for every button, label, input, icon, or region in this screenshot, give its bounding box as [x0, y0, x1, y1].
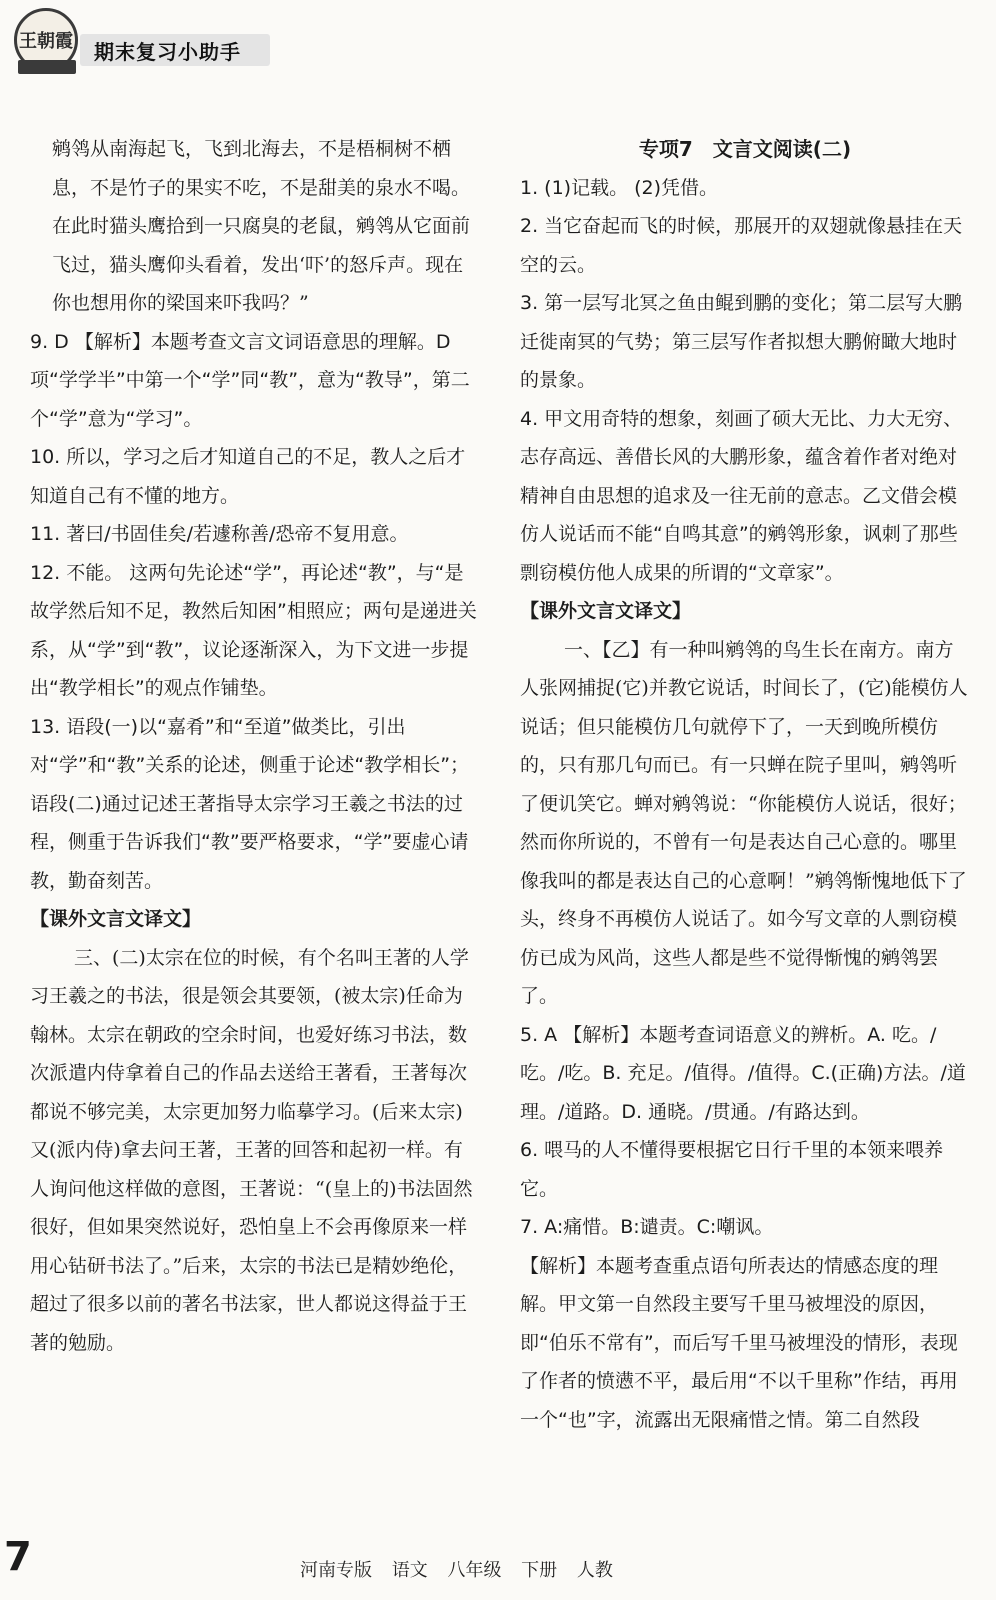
footer-edition: 河南专版 语文 八年级 下册 人教 — [300, 1560, 613, 1581]
right-paragraph: 1. (1)记载。 (2)凭借。 — [520, 176, 719, 199]
right-paragraph: 【解析】本题考查重点语句所表达的情感态度的理解。甲文第一自然段主要写千里马被埋没的原因，即“伯乐不常有”，而后写千里马被埋没的情形，表现了作者的愤懑不平，最后用“不以千里称”作结，再用一个“也”字，流露出无限痛惜之情。第二自然段 — [520, 1254, 958, 1431]
logo-ribbon — [18, 60, 76, 74]
header-title: 期末复习小助手 — [94, 40, 241, 64]
right-paragraph: 4. 甲文用奇特的想象，刻画了硕大无比、力大无穷、志存高远、善借长风的大鹏形象，蕴含着作者对绝对精神自由思想的追求及一往无前的意志。乙文借会模仿人说话而不能“自鸣其意”的鹓鸰形象，讽刺了那些剽窃模仿他人成果的所谓的“文章家”。 — [520, 407, 963, 584]
right-paragraph: 2. 当它奋起而飞的时候，那展开的双翅就像悬挂在天空的云。 — [520, 215, 963, 276]
right-paragraph: 7. A:痛惜。B:谴责。C:嘲讽。 — [520, 1216, 774, 1238]
right-column-body — [520, 169, 970, 1440]
left-paragraph: 鹓鸰从南海起飞，飞到北海去，不是梧桐树不栖息，不是竹子的果实不吃，不是甜美的泉水不喝。在此时猫头鹰拾到一只腐臭的老鼠，鹓鸰从它面前飞过，猫头鹰仰头看着，发出‘吓’的怒斥声。现在你也想用你的梁国来吓我吗？” — [52, 138, 471, 314]
left-paragraph: 12. 不能。 这两句先论述“学”，再论述“教”，与“是故学然后知不足，教然后知困”相照应；两句是递进关系，从“学”到“教”，议论逐渐深入，为下文进一步提出“教学相长”的观点作铺垫。 — [30, 561, 477, 699]
left-paragraph: 11. 著曰/书固佳矣/若遽称善/恐帝不复用意。 — [30, 523, 409, 545]
logo-text: 王朝霞 — [19, 31, 73, 52]
right-paragraph: 3. 第一层写北冥之鱼由鲲到鹏的变化；第二层写大鹏迁徙南冥的气势；第三层写作者拟想大鹏俯瞰大地时的景象。 — [520, 292, 963, 391]
page-header — [0, 0, 996, 90]
right-paragraph: 一、【乙】有一种叫鹓鸰的鸟生长在南方。南方人张网捕捉(它)并教它说话，时间长了，(它)能模仿人说话；但只能模仿几句就停下了，一天到晚所模仿的，只有那几句而已。有一只蝉在院子里叫，鹓鸰听了便讥笑它。蝉对鹓鸰说：“你能模仿人说话，很好；然而你所说的，不曾有一句是表达自己心意的。哪里像我叫的都是表达自己的心意啊！”鹓鸰惭愧地低下了头，终身不再模仿人说话了。如今写文章的人剽窃模仿已成为风尚，这些人都是些不觉得惭愧的鹓鸰罢了。 — [520, 638, 968, 1007]
right-paragraph: 5. A 【解析】本题考查词语意义的辨析。A. 吃。/吃。/吃。B. 充足。/值得。/值得。C.(正确)方法。/道理。/道路。D. 通晓。/贯通。/有路达到。 — [520, 1023, 966, 1123]
left-paragraph: 三、(二)太宗在位的时候，有个名叫王著的人学习王羲之的书法，很是领会其要领，(被太宗)任命为翰林。太宗在朝政的空余时间，也爱好练习书法，数次派遣内侍拿着自己的作品去送给王著看，王著每次都说不够完美，太宗更加努力临摹学习。(后来太宗)又(派内侍)拿去问王著，王著的回答和起初一样。有人询问他这样做的意图，王著说：“(皇上的)书法固然很好，但如果突然说好，恐怕皇上不会再像原来一样用心钻研书法了。”后来，太宗的书法已是精妙绝伦，超过了很多以前的著名书法家，世人都说这得益于王著的勉励。 — [30, 946, 473, 1354]
left-paragraph: 10. 所以，学习之后才知道自己的不足，教人之后才知道自己有不懂的地方。 — [30, 446, 466, 507]
section-title: 专项7 文言文阅读(二) — [638, 137, 852, 161]
left-paragraph: 【课外文言文译文】 — [30, 908, 202, 930]
right-column — [520, 130, 970, 1439]
left-paragraph: 13. 语段(一)以“嘉肴”和“至道”做类比，引出对“学”和“教”关系的论述，侧重于论述“教学相长”；语段(二)通过记述王著指导太宗学习王羲之书法的过程，侧重于告诉我们“教”要严格要求，“学”要虚心请教，勤奋刻苦。 — [30, 715, 470, 892]
left-column — [30, 130, 480, 1362]
page-number: 7 — [4, 1534, 32, 1580]
right-paragraph: 【课外文言文译文】 — [520, 600, 692, 622]
right-paragraph: 6. 喂马的人不懂得要根据它日行千里的本领来喂养它。 — [520, 1139, 944, 1200]
left-paragraph: 9. D 【解析】本题考查文言文词语意思的理解。D项“学学半”中第一个“学”同“教”，意为“教导”，第二个“学”意为“学习”。 — [30, 330, 470, 430]
